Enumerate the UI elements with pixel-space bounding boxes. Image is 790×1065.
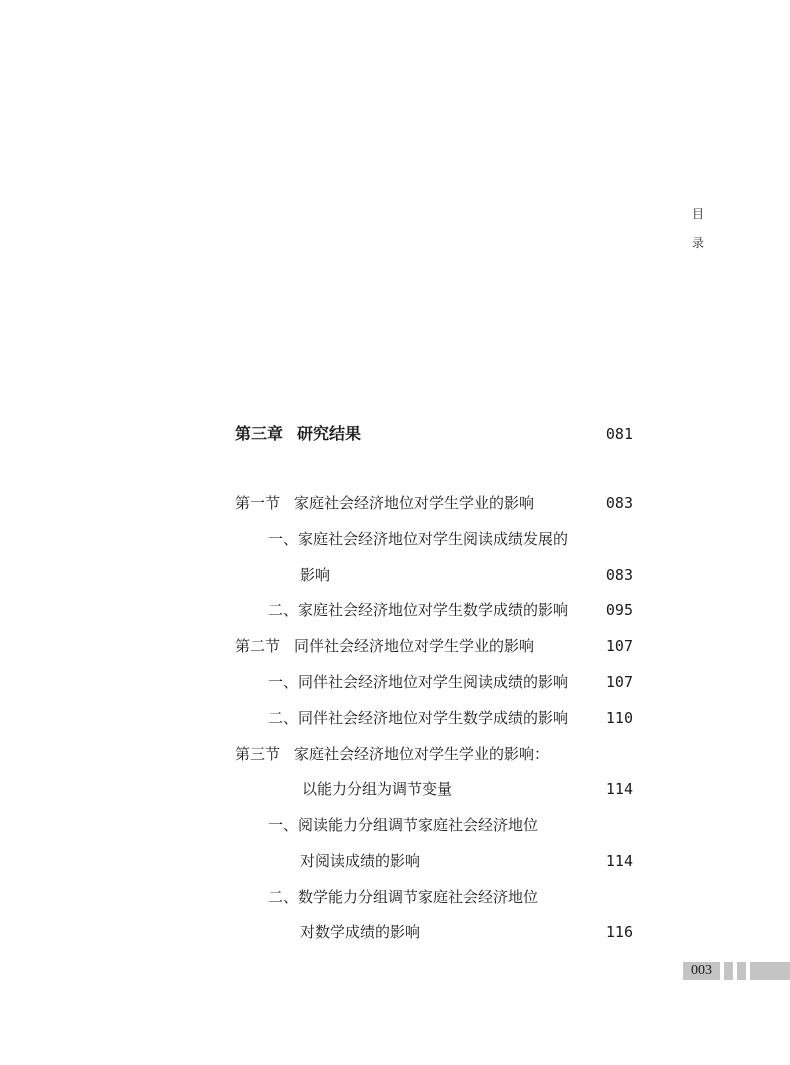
running-header-char: 目 (691, 207, 704, 221)
toc-page-number: 114 (605, 852, 633, 870)
footer-decorative-bar (737, 962, 746, 980)
toc-page-number: 107 (605, 637, 633, 655)
toc-page-number: 110 (605, 709, 633, 727)
toc-page-number: 107 (605, 673, 633, 691)
footer-decorative-bar (724, 962, 733, 980)
footer-page-number: 003 (683, 962, 720, 980)
toc-subsection[interactable]: 一、同伴社会经济地位对学生阅读成绩的影响 (268, 673, 569, 691)
toc-section-continued[interactable]: 以能力分组为调节变量 (302, 780, 453, 798)
footer-decorative-bar (750, 962, 790, 980)
toc-page-number: 083 (605, 494, 633, 512)
section-number: 第二节 (235, 637, 281, 655)
toc-section-1[interactable] (235, 491, 534, 515)
section-title: 家庭社会经济地位对学生学业的影响： (294, 745, 550, 763)
toc-page-number: 095 (605, 601, 633, 619)
toc-page-number: 083 (605, 566, 633, 584)
toc-page-number: 116 (605, 923, 633, 941)
running-header-char: 录 (691, 236, 704, 250)
toc-subsection[interactable]: 一、家庭社会经济地位对学生阅读成绩发展的 (268, 530, 569, 548)
section-title: 同伴社会经济地位对学生学业的影响 (294, 637, 535, 655)
toc-section-2[interactable] (235, 634, 534, 658)
section-number: 第三节 (235, 745, 281, 763)
toc-subsection-continued[interactable]: 对阅读成绩的影响 (300, 852, 421, 870)
section-title: 家庭社会经济地位对学生学业的影响 (294, 494, 535, 512)
chapter-heading[interactable] (235, 422, 361, 446)
section-number: 第一节 (235, 494, 281, 512)
toc-subsection-continued[interactable]: 影响 (300, 566, 331, 584)
toc-subsection[interactable]: 二、同伴社会经济地位对学生数学成绩的影响 (268, 709, 569, 727)
toc-subsection[interactable]: 二、家庭社会经济地位对学生数学成绩的影响 (268, 601, 569, 619)
toc-subsection[interactable]: 一、阅读能力分组调节家庭社会经济地位 (268, 816, 539, 834)
toc-page-number: 114 (605, 780, 633, 798)
toc-subsection[interactable]: 二、数学能力分组调节家庭社会经济地位 (268, 888, 539, 906)
toc-subsection-continued[interactable]: 对数学成绩的影响 (300, 923, 421, 941)
chapter-number: 第三章 (235, 424, 284, 443)
toc-section-3[interactable] (235, 742, 549, 766)
chapter-title: 研究结果 (297, 424, 362, 443)
chapter-page: 081 (605, 425, 633, 443)
